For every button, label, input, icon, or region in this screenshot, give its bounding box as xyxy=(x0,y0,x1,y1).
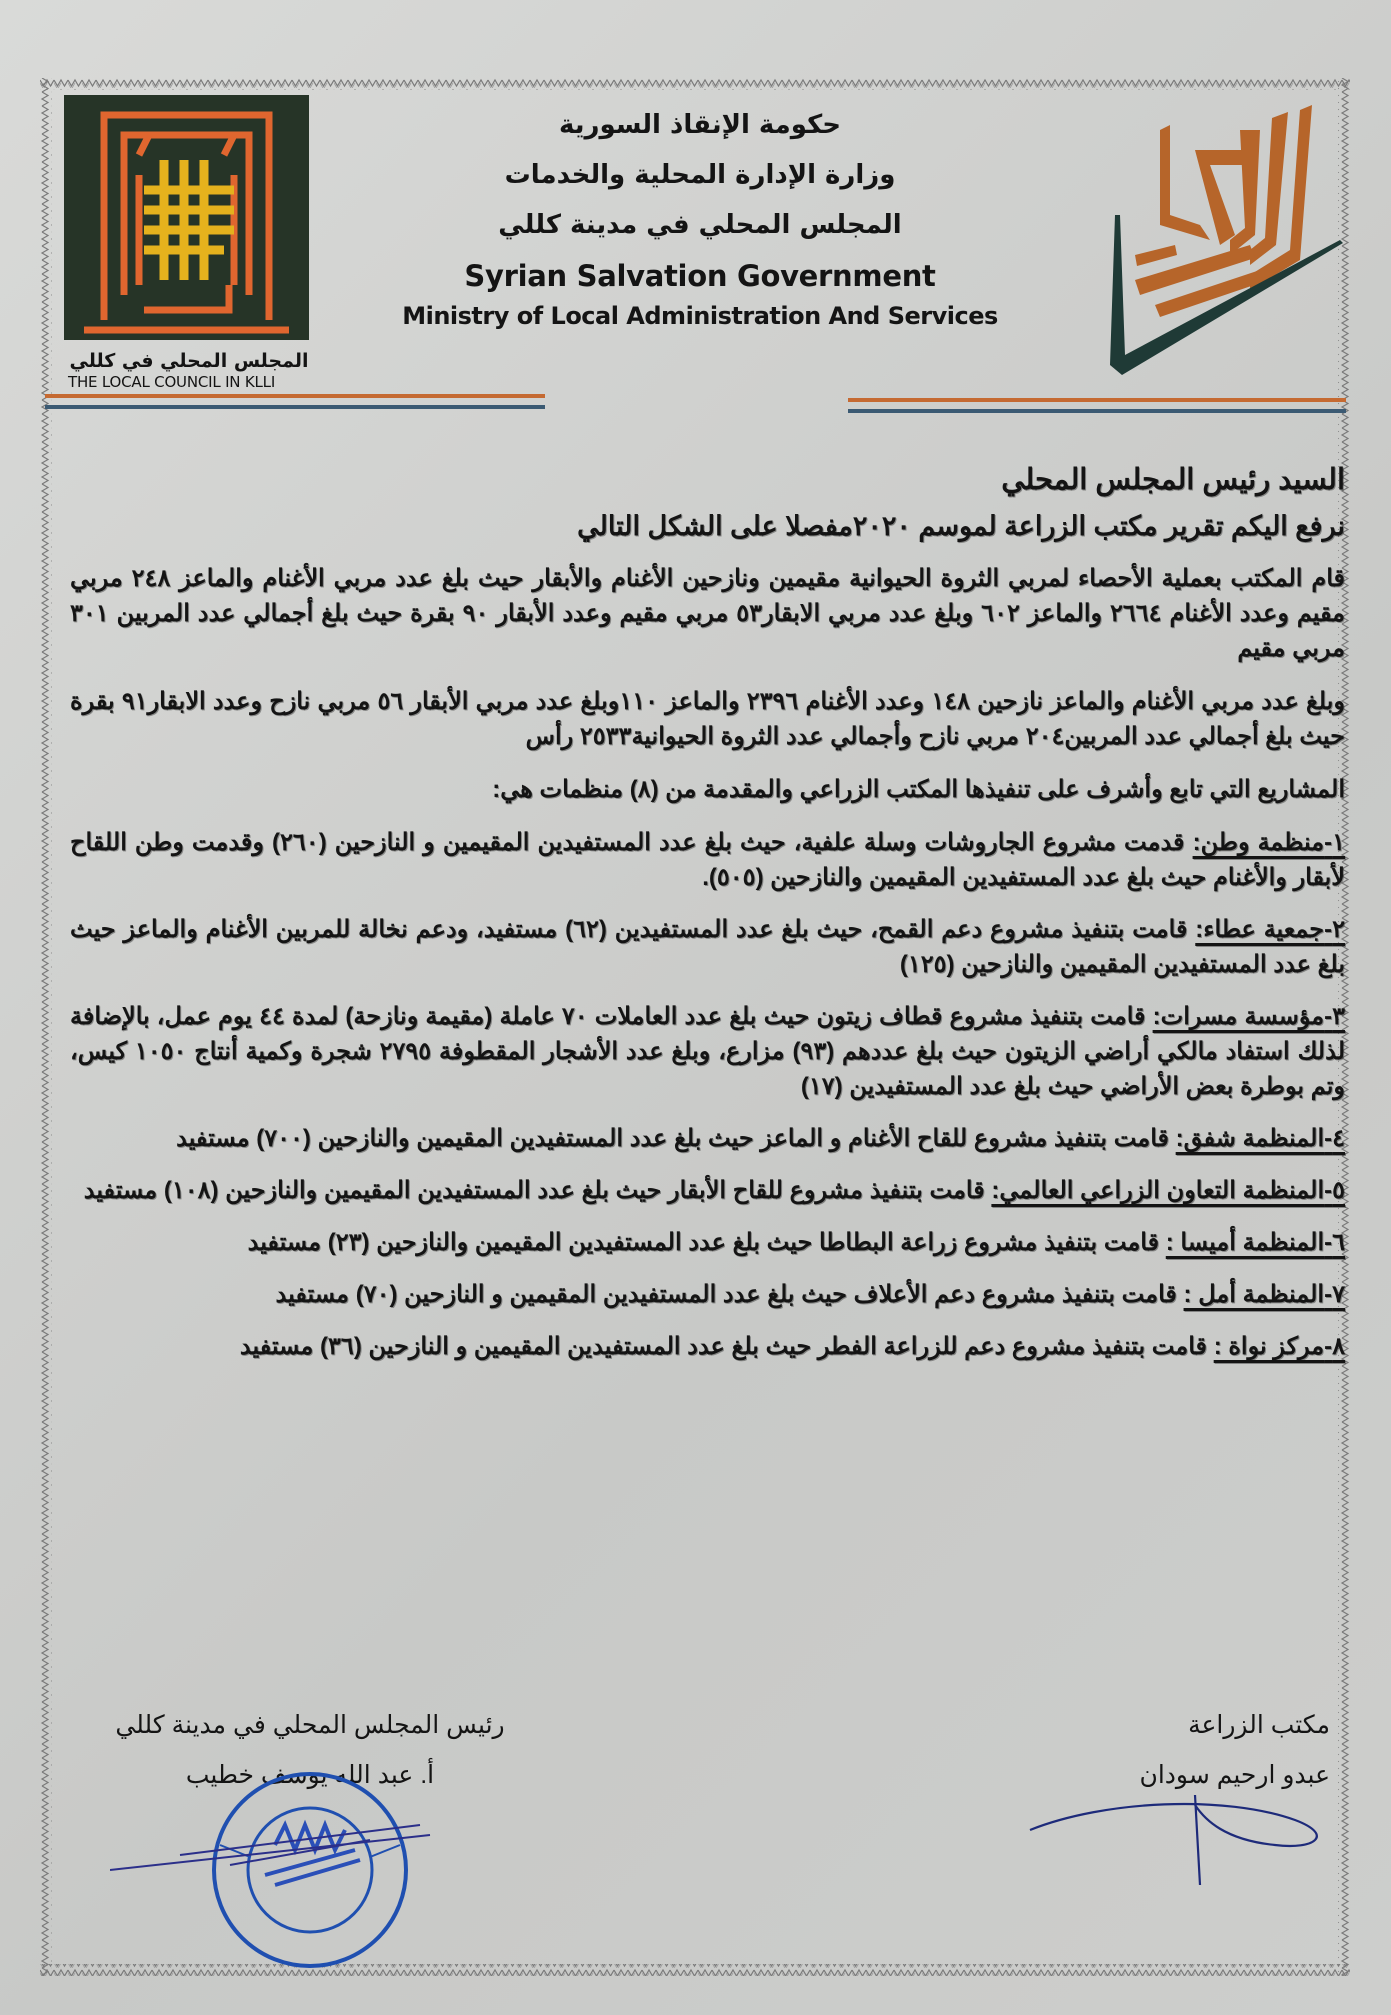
council-head-title: رئيس المجلس المحلي في مدينة كللي xyxy=(115,1711,505,1739)
project-description: قامت بتنفيذ مشروع قطاف زيتون حيث بلغ عدد العاملات ٧٠ عاملة (مقيمة ونازحة) لمدة ٤٤ يوم عمل، بالإضافة لذلك استفاد مالكي أراضي الزيتون حيث بلغ عددهم (٩٣) مزارع، وبلغ عدد الأشجار المقطوفة ٢٧٩٥ شجرة وكمية أنتاج ١٠٥٠ كيس، وتم بوطرة بعض الأراضي حيث بلغ عدد المستفيدين (١٧) xyxy=(70,1003,1346,1100)
letter-body xyxy=(70,455,1345,1381)
project-item xyxy=(70,1225,1345,1260)
logo-caption-arabic: المجلس المحلي في كللي xyxy=(69,350,309,372)
syria-logo xyxy=(1100,100,1350,390)
project-org-name: ٢-جمعية عطاء: xyxy=(1195,916,1345,943)
project-item xyxy=(70,825,1345,895)
ministry-name-english: Ministry of Local Administration And Services xyxy=(402,302,998,330)
project-org-name: ٦-المنظمة أميسا : xyxy=(1165,1229,1345,1256)
logo-caption-english: THE LOCAL COUNCIL IN KLLI xyxy=(68,373,276,391)
project-item xyxy=(70,1329,1345,1364)
header-rule-orange-left xyxy=(45,394,545,398)
project-description: قامت بتنفيذ مشروع للقاح الأغنام و الماعز حيث بلغ عدد المستفيدين المقيمين والنازحين (٧٠٠) مستفيد xyxy=(176,1125,1176,1152)
project-item xyxy=(70,999,1345,1104)
project-description: قامت بتنفيذ مشروع دعم للزراعة الفطر حيث بلغ عدد المستفيدين المقيمين و النازحين (٣٦) مستفيد xyxy=(239,1333,1214,1360)
project-description: قامت بتنفيذ مشروع دعم القمح، حيث بلغ عدد المستفيدين (٦٢) مستفيد، ودعم نخالة للمربين الأغنام والماعز حيث بلغ عدد المستفيدين المقيمين والنازحين (١٢٥) xyxy=(70,916,1345,978)
council-emblem xyxy=(64,95,309,340)
header-rule-navy-left xyxy=(45,405,545,409)
project-description: قامت بتنفيذ مشروع زراعة البطاطا حيث بلغ عدد المستفيدين المقيمين والنازحين (٢٣) مستفيد xyxy=(247,1229,1166,1256)
project-org-name: ٣-مؤسسة مسرات: xyxy=(1152,1003,1346,1030)
project-org-name: ٤-المنظمة شفق: xyxy=(1175,1125,1345,1152)
project-org-name: ٨-مركز نواة : xyxy=(1213,1333,1345,1360)
project-description: قامت بتنفيذ مشروع للقاح الأبقار حيث بلغ عدد المستفيدين المقيمين والنازحين (١٠٨) مستفيد xyxy=(83,1177,992,1204)
government-name-arabic: حكومة الإنقاذ السورية xyxy=(559,110,841,140)
salutation: السيد رئيس المجلس المحلي xyxy=(1001,464,1345,496)
council-head-name: أ. عبد الله يوسف خطيب xyxy=(185,1761,435,1789)
government-name-english: Syrian Salvation Government xyxy=(464,259,936,293)
agriculture-office-signature xyxy=(1025,1790,1325,1890)
paragraph-resident-livestock: قام المكتب بعملية الأحصاء لمربي الثروة الحيوانية مقيمين ونازحين الأغنام والأبقار حيث بلغ عدد مربي الأغنام والماعز ٢٤٨ مربي مقيم وعدد الأغنام ٢٦٦٤ والماعز ٦٠٢ وبلغ عدد مربي الابقار٥٣ مربي مقيم وعدد الأبقار ٩٠ بقرة حيث بلغ أجمالي عدد المربين ٣٠١ مربي مقيم xyxy=(70,565,1346,662)
project-item xyxy=(70,1121,1345,1156)
council-name-arabic: المجلس المحلي في مدينة كللي xyxy=(498,210,902,240)
project-item xyxy=(70,912,1345,982)
ministry-name-arabic: وزارة الإدارة المحلية والخدمات xyxy=(504,160,896,190)
agriculture-office-title: مكتب الزراعة xyxy=(1188,1711,1330,1739)
intro-line: نرفع اليكم تقرير مكتب الزراعة لموسم ٢٠٢٠مفصلا على الشكل التالي xyxy=(577,511,1345,541)
project-description: قامت بتنفيذ مشروع دعم الأعلاف حيث بلغ عدد المستفيدين المقيمين و النازحين (٧٠) مستفيد xyxy=(275,1281,1184,1308)
header-rule-orange-right xyxy=(848,398,1346,402)
project-org-name: ١-منظمة وطن: xyxy=(1192,829,1345,856)
project-org-name: ٧-المنظمة أمل : xyxy=(1183,1281,1345,1308)
project-item xyxy=(70,1173,1345,1208)
agriculture-office-head-name: عبدو ارحيم سودان xyxy=(1139,1761,1330,1789)
paragraph-displaced-livestock: وبلغ عدد مربي الأغنام والماعز نازحين ١٤٨ وعدد الأغنام ٢٣٩٦ والماعز ١١٠وبلغ عدد مربي الأبقار ٥٦ مربي نازح وعدد الابقار٩١ بقرة حيث بلغ أجمالي عدد المربين٢٠٤ مربي نازح وأجمالي عدد الثروة الحيوانية٢٥٣٣ رأس xyxy=(70,688,1345,750)
paragraph-projects-intro: المشاريع التي تابع وأشرف على تنفيذها المكتب الزراعي والمقدمة من (٨) منظمات هي: xyxy=(492,776,1345,803)
project-item xyxy=(70,1277,1345,1312)
agriculture-office-signature-block xyxy=(1020,1700,1330,1800)
council-head-signature xyxy=(110,1810,440,1890)
project-description: قدمت مشروع الجاروشات وسلة علفية، حيث بلغ عدد المستفيدين المقيمين و النازحين (٢٦٠) وقدمت وطن اللقاح لأبقار والأغنام حيث بلغ عدد المستفيدين المقيمين والنازحين (٥٠٥). xyxy=(70,829,1345,891)
letterhead-titles xyxy=(350,100,1050,334)
project-org-name: ٥-المنظمة التعاون الزراعي العالمي: xyxy=(991,1177,1345,1204)
header-rule-navy-right xyxy=(848,409,1346,413)
